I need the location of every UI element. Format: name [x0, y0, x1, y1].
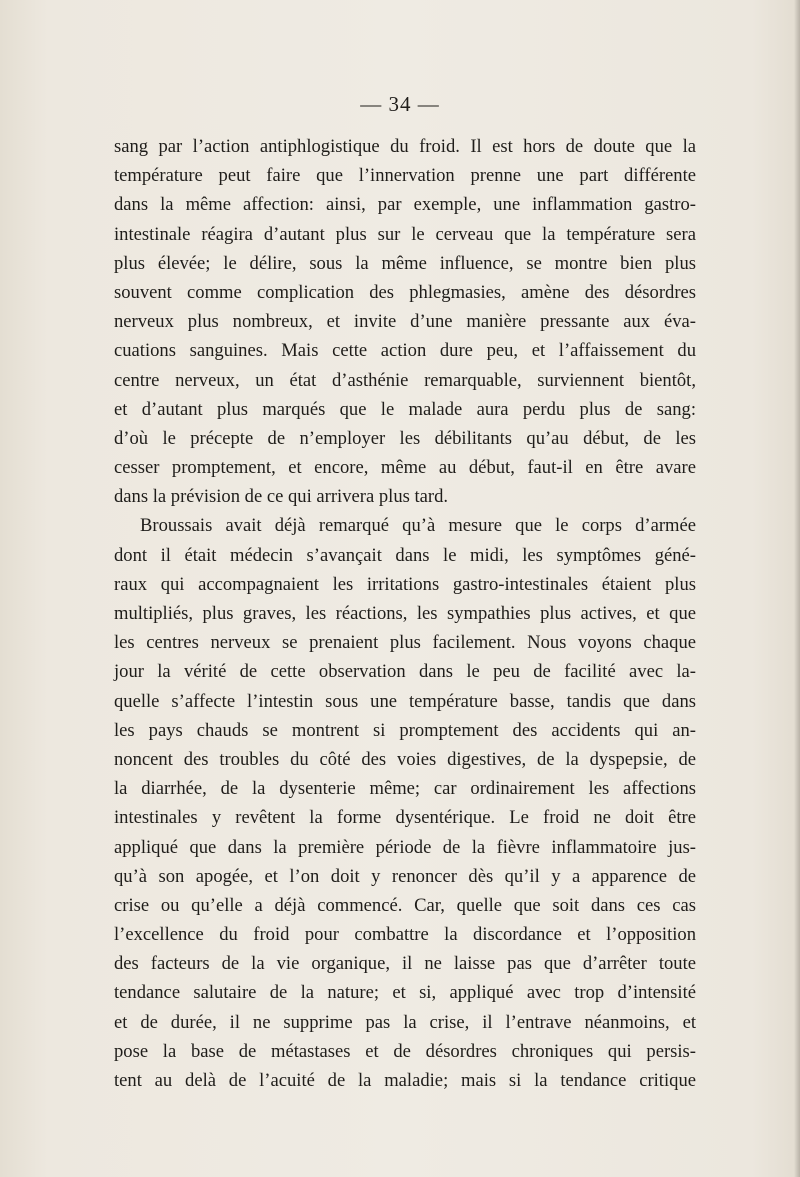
- text-line: tent au delà de l’acuité de la maladie; mais si la tendance critique: [114, 1070, 696, 1091]
- page-edge-shadow: [794, 0, 800, 1177]
- text-line: tendance salutaire de la nature; et si, appliqué avec trop d’intensité: [114, 982, 696, 1004]
- text-line: quelle s’affecte l’intestin sous une température basse, tandis que dans: [114, 690, 696, 712]
- text-line: crise ou qu’elle a déjà commencé. Car, quelle que soit dans ces cas: [114, 894, 696, 916]
- text-line: souvent comme complication des phlegmasies, amène des désordres: [114, 281, 696, 303]
- text-line: Broussais avait déjà remarqué qu’à mesure que le corps d’armée: [140, 515, 696, 537]
- text-line: les centres nerveux se prenaient plus facilement. Nous voyons chaque: [114, 632, 696, 654]
- text-line: centre nerveux, un état d’asthénie remarquable, surviennent bientôt,: [114, 369, 696, 391]
- text-line: cuations sanguines. Mais cette action dure peu, et l’affaissement du: [114, 340, 696, 362]
- text-line: multipliés, plus graves, les réactions, les sympathies plus actives, et que: [114, 603, 696, 624]
- text-line: raux qui accompagnaient les irritations gastro-intestinales étaient plus: [114, 573, 696, 595]
- text-line: la diarrhée, de la dysenterie même; car ordinairement les affections: [114, 778, 696, 800]
- page-number: — 34 —: [360, 92, 440, 116]
- text-line: et d’autant plus marqués que le malade aura perdu plus de sang:: [114, 398, 696, 420]
- text-line: plus élevée; le délire, sous la même influence, se montre bien plus: [114, 252, 696, 274]
- text-line: dont il était médecin s’avançait dans le midi, les symptômes géné-: [114, 544, 696, 566]
- text-line: et de durée, il ne supprime pas la crise, il l’entrave néanmoins, et: [114, 1011, 696, 1033]
- text-line: qu’à son apogée, et l’on doit y renoncer dès qu’il y a apparence de: [114, 865, 696, 887]
- text-line: d’où le précepte de n’employer les débilitants qu’au début, de les: [114, 427, 696, 449]
- text-line: sang par l’action antiphlogistique du froid. Il est hors de doute que la: [114, 136, 696, 157]
- text-line: intestinales y revêtent la forme dysentérique. Le froid ne doit être: [114, 807, 696, 829]
- text-line: cesser promptement, et encore, même au début, faut-il en être avare: [114, 457, 696, 479]
- text-line: dans la prévision de ce qui arrivera plus tard.: [114, 486, 449, 508]
- text-line: noncent des troubles du côté des voies digestives, de la dyspepsie, de: [114, 748, 696, 770]
- body-text: [114, 132, 696, 1095]
- text-line: température peut faire que l’innervation prenne une part différente: [114, 165, 696, 187]
- text-line: l’excellence du froid pour combattre la discordance et l’opposition: [114, 924, 696, 946]
- text-line: pose la base de métastases et de désordres chroniques qui persis-: [114, 1040, 696, 1062]
- text-line: appliqué que dans la première période de la fièvre inflammatoire jus-: [114, 836, 696, 858]
- text-line: intestinale réagira d’autant plus sur le cerveau que la température sera: [114, 223, 696, 245]
- text-line: jour la vérité de cette observation dans le peu de facilité avec la-: [114, 661, 696, 683]
- text-line: des facteurs de la vie organique, il ne laisse pas que d’arrêter toute: [114, 953, 696, 975]
- text-line: nerveux plus nombreux, et invite d’une manière pressante aux éva-: [114, 311, 696, 333]
- text-line: dans la même affection: ainsi, par exemple, une inflammation gastro-: [114, 194, 696, 216]
- text-line: les pays chauds se montrent si promptement des accidents qui an-: [114, 719, 696, 741]
